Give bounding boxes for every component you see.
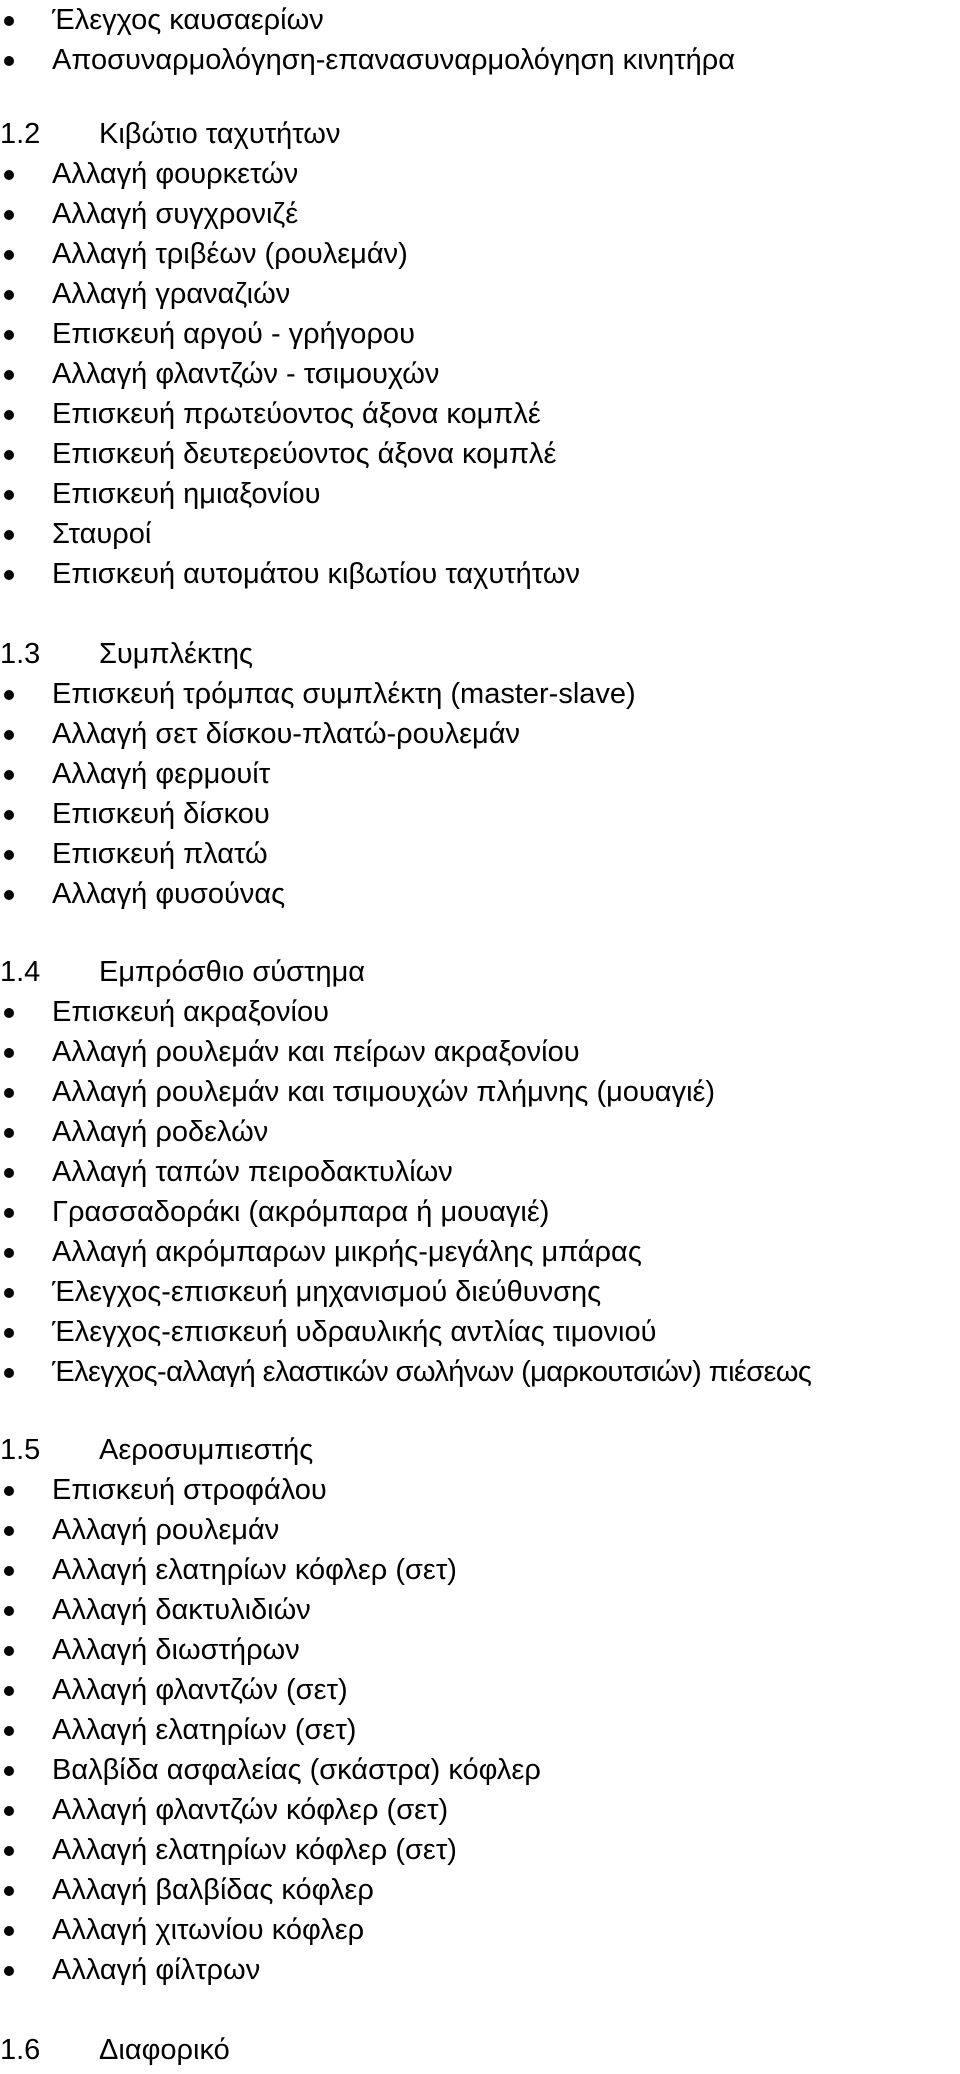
bullet-icon [4, 1088, 14, 1098]
bullet-icon [4, 1208, 14, 1218]
bullet-icon [4, 1288, 14, 1298]
bullet-icon [4, 1806, 14, 1816]
bullet-icon [4, 1846, 14, 1856]
bullet-icon [4, 1566, 14, 1576]
bullet-icon [4, 250, 14, 260]
bullet-icon [4, 530, 14, 540]
section-title: Κιβώτιο ταχυτήτων [99, 118, 341, 150]
bullet-icon [4, 1686, 14, 1696]
bullet-icon [4, 1766, 14, 1776]
bullet-icon [4, 210, 14, 220]
bullet-icon [4, 16, 14, 26]
bullet-icon [4, 810, 14, 820]
bullet-icon [4, 330, 14, 340]
bullet-icon [4, 1926, 14, 1936]
bullet-icon [4, 410, 14, 420]
bullet-icon [4, 1048, 14, 1058]
bullet-icon [4, 690, 14, 700]
bullet-icon [4, 850, 14, 860]
section-number: 1.6 [0, 2034, 41, 2066]
section-title: Διαφορικό [99, 2034, 230, 2066]
section-number: 1.5 [0, 1434, 41, 1466]
bullet-icon [4, 56, 14, 66]
section-number: 1.4 [0, 956, 41, 988]
bullet-icon [4, 1886, 14, 1896]
bullet-icon [4, 570, 14, 580]
bullet-icon [4, 1008, 14, 1018]
section-title: Εμπρόσθιο σύστημα [99, 956, 366, 988]
bullet-icon [4, 1368, 14, 1378]
bullet-icon [4, 1726, 14, 1736]
section-title: Αεροσυμπιεστής [99, 1434, 314, 1466]
bullet-icon [4, 1168, 14, 1178]
bullet-icon [4, 450, 14, 460]
bullet-icon [4, 1248, 14, 1258]
section-title: Συμπλέκτης [99, 638, 253, 670]
bullet-icon [4, 770, 14, 780]
bullet-icon [4, 1328, 14, 1338]
bullet-icon [4, 370, 14, 380]
bullet-icon [4, 1128, 14, 1138]
bullet-icon [4, 730, 14, 740]
bullet-icon [4, 1526, 14, 1536]
bullet-icon [4, 1606, 14, 1616]
bullet-icon [4, 170, 14, 180]
bullet-icon [4, 290, 14, 300]
bullet-icon [4, 890, 14, 900]
bullet-icon [4, 490, 14, 500]
section-number: 1.3 [0, 638, 41, 670]
bullet-icon [4, 1966, 14, 1976]
bullet-icon [4, 1646, 14, 1656]
section-number: 1.2 [0, 118, 41, 150]
bullet-icon [4, 1486, 14, 1496]
